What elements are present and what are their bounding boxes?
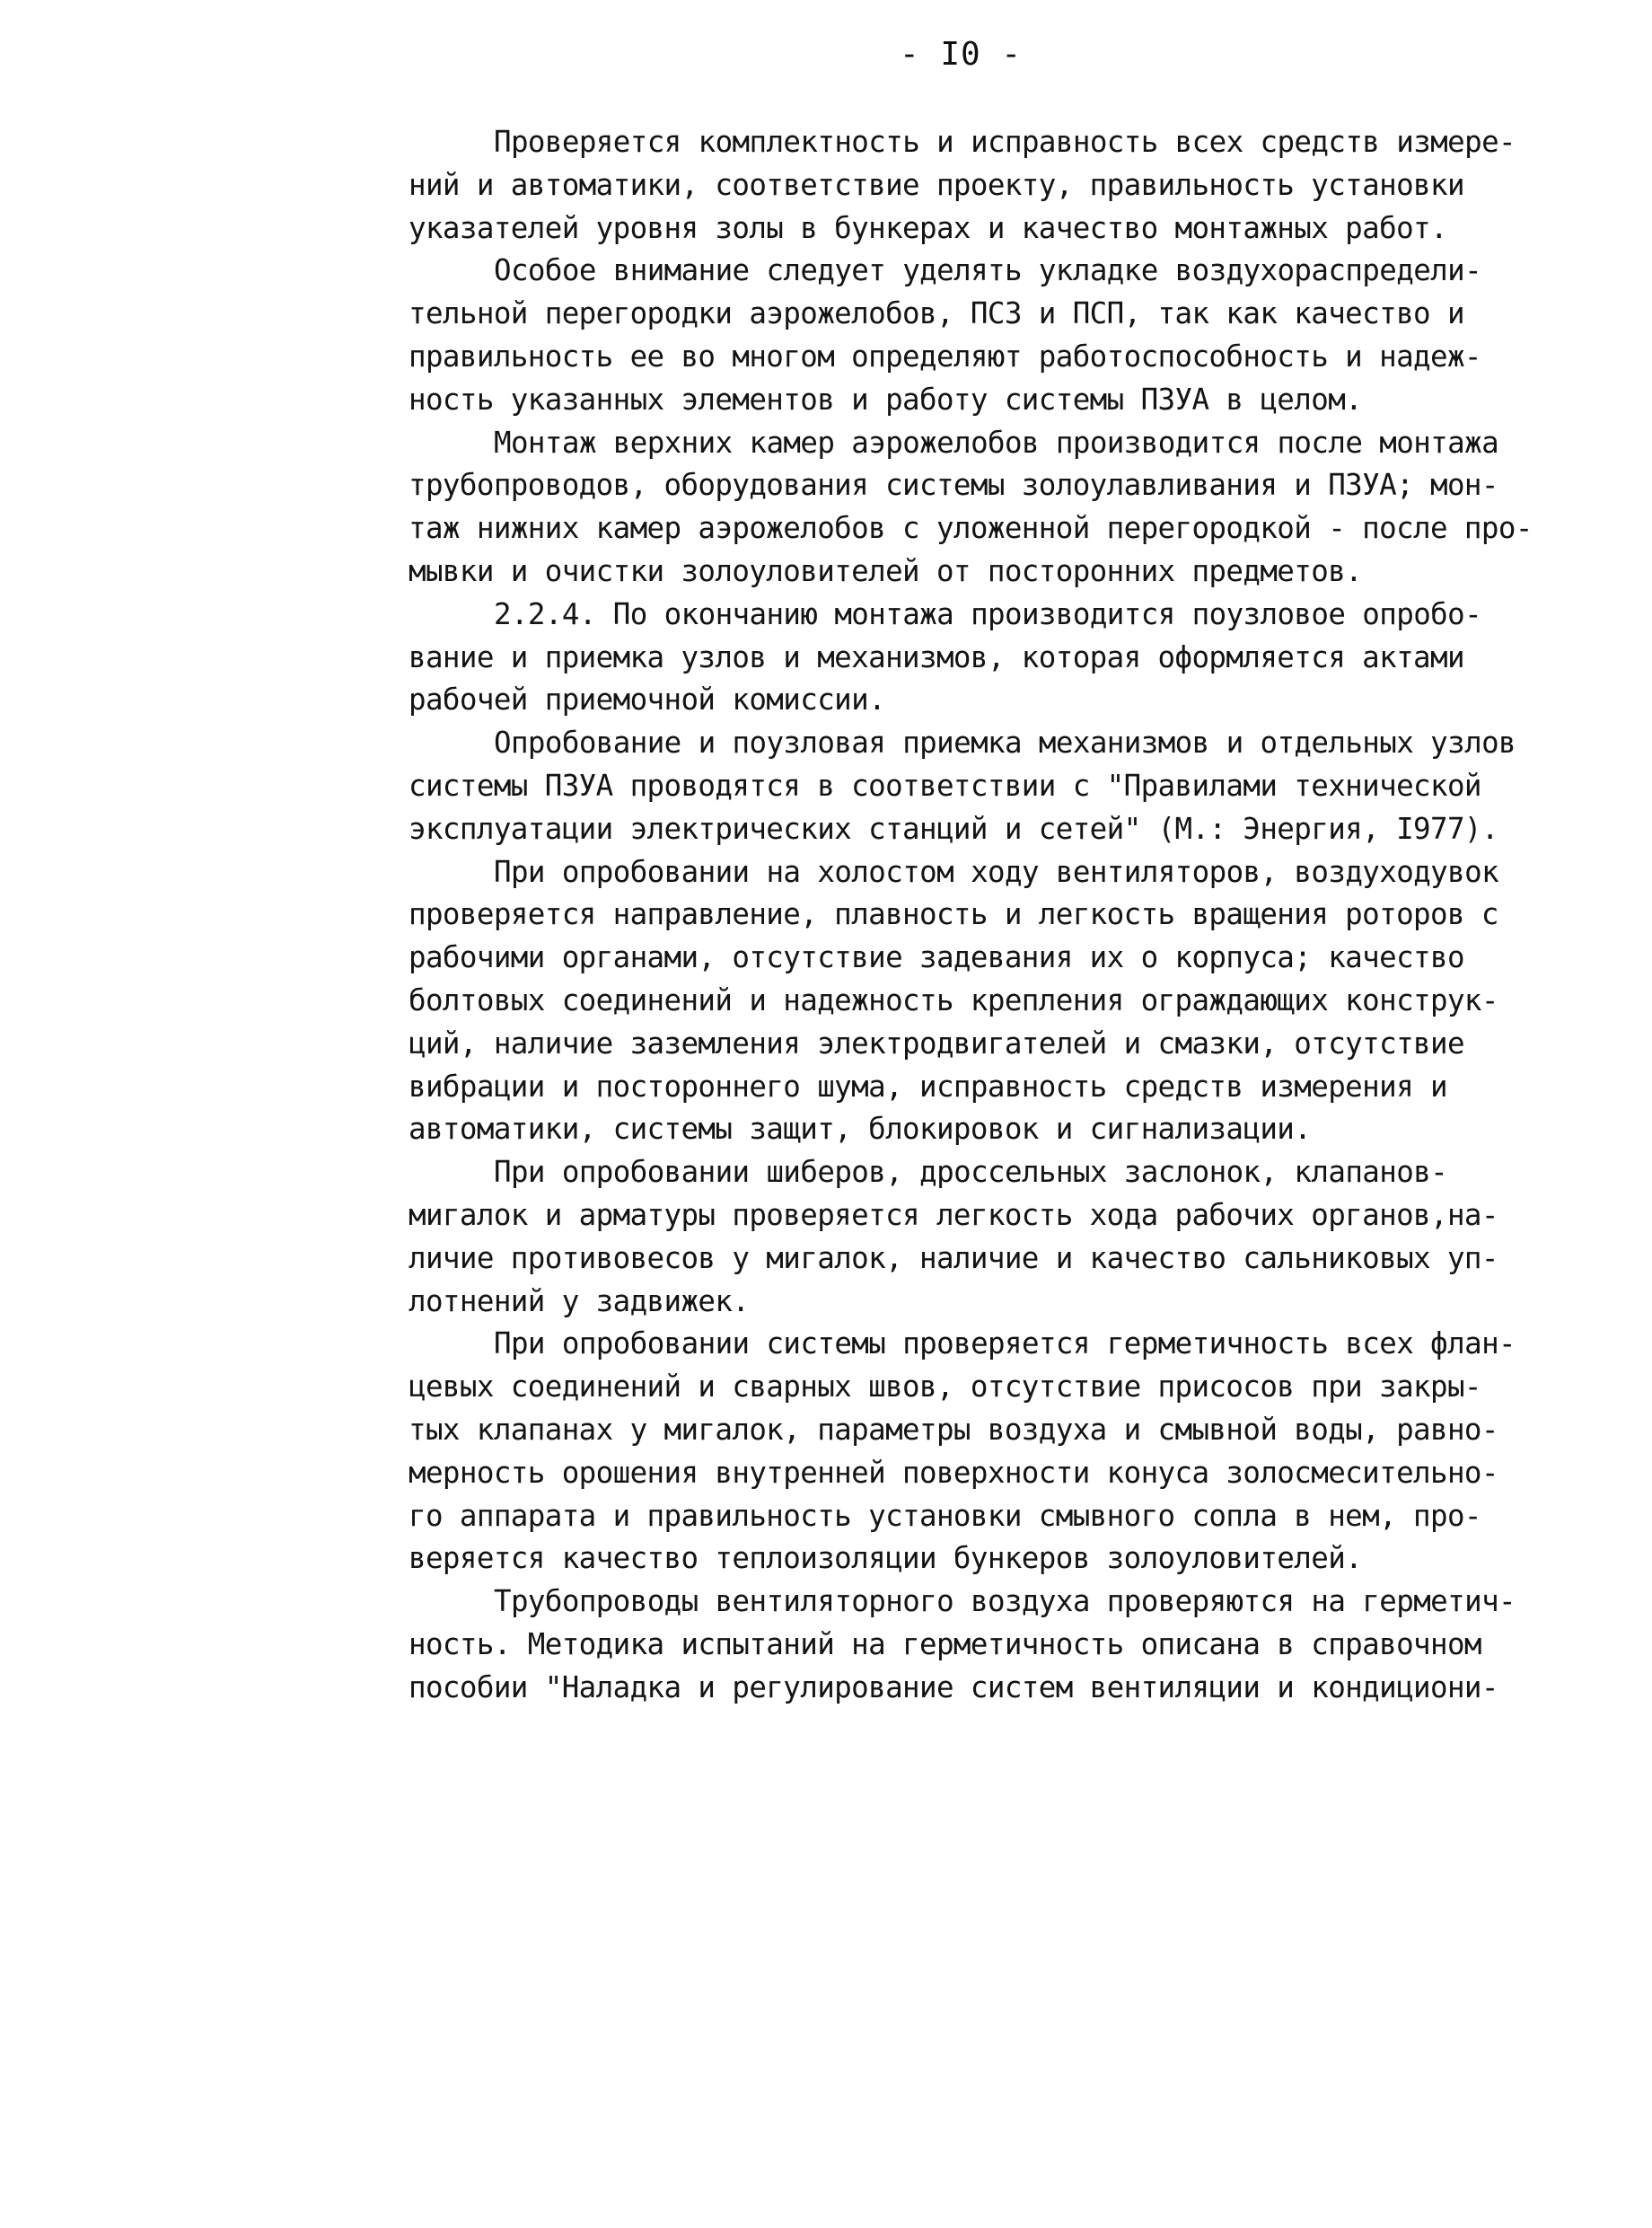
page-number: - I0 - <box>899 36 1023 73</box>
text-line: цевых соединений и сварных швов, отсутствие присосов при закры- <box>409 1369 1481 1405</box>
section-heading-line: 2.2.4. По окончанию монтажа производится поузловое опробо- <box>494 596 1482 631</box>
text-line: ность указанных элементов и работу системы ПЗУА в целом. <box>409 382 1363 417</box>
text-line: Проверяется комплектность и исправность всех средств измере- <box>494 125 1516 159</box>
text-line: системы ПЗУА проводятся в соответствии с "Правилами технической <box>409 768 1481 803</box>
text-line: ний и автоматики, соответствие проекту, правильность установки <box>409 167 1464 202</box>
text-line: Особое внимание следует уделять укладке воздухораспредели- <box>494 253 1482 288</box>
text-line: автоматики, системы защит, блокировок и сигнализации. <box>409 1112 1312 1147</box>
text-line: указателей уровня золы в бункерах и качество монтажных работ. <box>409 210 1447 245</box>
text-line: болтовых соединений и надежность крепления ограждающих конструк- <box>409 982 1498 1017</box>
text-line: вибрации и постороннего шума, исправность средств измерения и <box>409 1069 1447 1104</box>
text-line: Опробование и поузловая приемка механизмов и отдельных узлов <box>494 726 1516 761</box>
text-line: тельной перегородки аэрожелобов, ПСЗ и ПСП, так как качество и <box>409 296 1464 331</box>
text-line: ность. Методика испытаний на герметичность описана в справочном <box>409 1626 1481 1661</box>
text-line: При опробовании системы проверяется герметичность всех флан- <box>494 1326 1516 1361</box>
text-line: ций, наличие заземления электродвигателей и смазки, отсутствие <box>409 1026 1464 1061</box>
text-line: При опробовании на холостом ходу вентиляторов, воздуходувок <box>494 854 1499 889</box>
text-line: трубопроводов, оборудования системы золоулавливания и ПЗУА; мон- <box>409 468 1498 503</box>
text-line: рабочей приемочной комиссии. <box>409 682 886 718</box>
text-line: личие противовесов у мигалок, наличие и качество сальниковых уп- <box>409 1240 1498 1275</box>
text-line: мывки и очистки золоуловителей от посторонних предметов. <box>409 553 1363 588</box>
text-line: Трубопроводы вентиляторного воздуха проверяются на герметич- <box>494 1584 1516 1619</box>
text-line: правильность ее во многом определяют работоспособность и надеж- <box>409 339 1481 374</box>
text-line: Монтаж верхних камер аэрожелобов производится после монтажа <box>494 425 1499 460</box>
body-text <box>409 121 1576 1709</box>
text-line: При опробовании шиберов, дроссельных заслонок, клапанов- <box>494 1155 1448 1190</box>
text-line: пособии "Наладка и регулирование систем вентиляции и кондициони- <box>409 1669 1498 1704</box>
text-line: тых клапанах у мигалок, параметры воздуха и смывной воды, равно- <box>409 1412 1498 1447</box>
text-line: го аппарата и правильность установки смывного сопла в нем, про- <box>409 1498 1481 1533</box>
text-line: таж нижних камер аэрожелобов с уложенной перегородкой - после про- <box>409 511 1533 546</box>
text-line: вание и приемка узлов и механизмов, которая оформляется актами <box>409 639 1464 674</box>
text-line: проверяется направление, плавность и легкость вращения роторов с <box>409 897 1498 932</box>
text-line: мигалок и арматуры проверяется легкость хода рабочих органов,на- <box>409 1197 1498 1232</box>
text-line: лотнений у задвижек. <box>409 1283 750 1318</box>
text-line: эксплуатации электрических станций и сетей" (М.: Энергия, I977). <box>409 811 1498 846</box>
text-line: мерность орошения внутренней поверхности конуса золосмесительно- <box>409 1455 1498 1490</box>
text-line: веряется качество теплоизоляции бункеров золоуловителей. <box>409 1541 1363 1576</box>
text-line: рабочими органами, отсутствие задевания их о корпуса; качество <box>409 940 1464 975</box>
